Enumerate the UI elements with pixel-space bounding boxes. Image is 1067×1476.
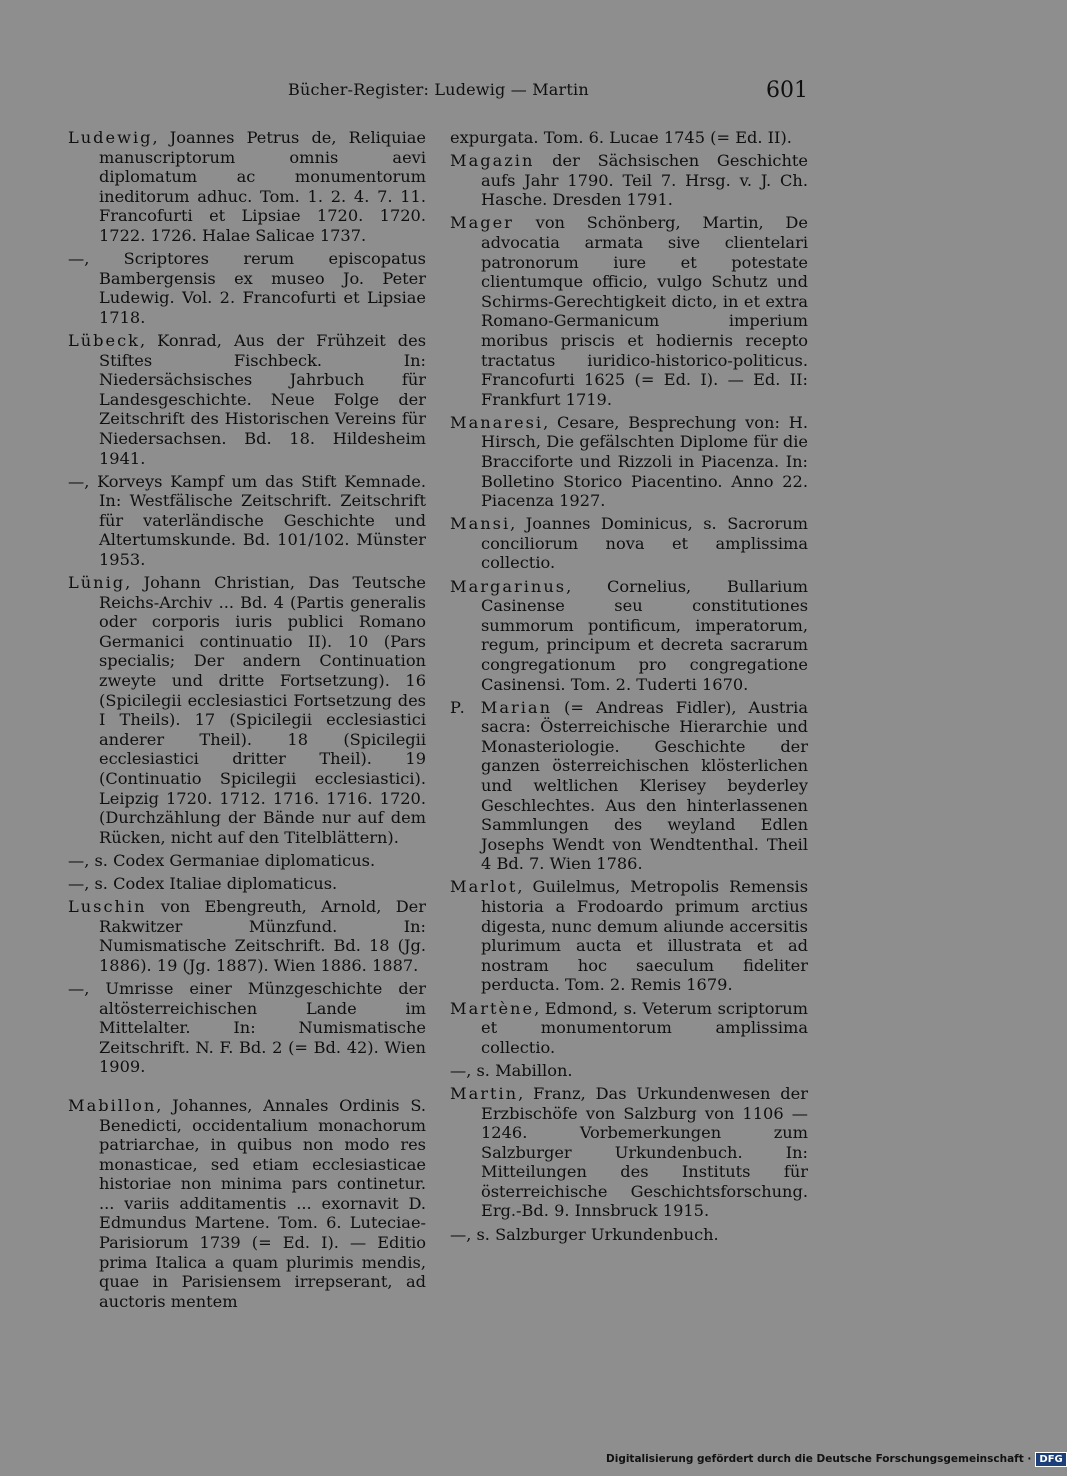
- entry-headword: Manaresi: [450, 412, 544, 432]
- register-entry: [68, 573, 426, 847]
- entry-text: von Ebengreuth, Arnold, Der Rakwitzer Münzfund. In: Numismatische Zeitschrift. Bd. 18 (Jg. 1886). 19 (Jg. 1887). Wien 1886. 1887.: [99, 897, 426, 975]
- entry-text: —, s. Salzburger Urkundenbuch.: [450, 1224, 719, 1244]
- entry-text: —, Umrisse einer Münzgeschichte der altösterreichischen Lande im Mittelalter. In: Numismatische Zeitschrift. N. F. Bd. 2 (= Bd. 42). Wien 1909.: [68, 978, 426, 1077]
- entry-text: (= Andreas Fidler), Austria sacra: Österreichische Hierarchie und Monasteriologie. Geschichte der ganzen österreichischen klösterlichen und weltlichen Klerisey beyderley Geschlechtes. Aus den hinterlassenen Sammlungen des weyland Edlen Josephs Wendt von Wendtenthal. Theil 4 Bd. 7. Wien 1786.: [481, 697, 809, 874]
- entry-headword: Martène: [450, 998, 535, 1018]
- entry-text: , Cesare, Besprechung von: H. Hirsch, Die gefälschten Diplome für die Bracciforte und Rizzoli in Piacenza. In: Bolletino Storico Piacentino. Anno 22. Piacenza 1927.: [481, 412, 808, 511]
- register-entry: [450, 698, 808, 874]
- register-entry: [450, 514, 808, 573]
- entry-headword: Ludewig: [68, 128, 153, 147]
- register-entry: [68, 472, 426, 570]
- entry-text: —, Korveys Kampf um das Stift Kemnade. In: Westfälische Zeitschrift. Zeitschrift für vaterländische Geschichte und Altertumskunde. Bd. 101/102. Münster 1953.: [68, 471, 426, 569]
- register-entry: [68, 897, 426, 975]
- entry-headword: Mager: [450, 213, 514, 233]
- entry-text: der Sächsischen Geschichte aufs Jahr 1790. Teil 7. Hrsg. v. J. Ch. Hasche. Dresden 1791.: [481, 151, 808, 210]
- register-entry: [450, 213, 808, 409]
- entry-text: , Edmond, s. Veterum scriptorum et monumentorum amplissima collectio.: [481, 998, 808, 1057]
- entry-headword: Magazin: [450, 151, 535, 171]
- entry-text: , Franz, Das Urkundenwesen der Erzbischöfe von Salzburg von 1106 —1246. Vorbemerkungen zum Salzburger Urkundenbuch. In: Mitteilungen des Instituts für österreichische Geschichtsforschung. Erg.-Bd. 9. Innsbruck 1915.: [481, 1083, 808, 1221]
- entry-headword: Martin: [450, 1083, 519, 1103]
- register-entry: [68, 979, 426, 1077]
- entry-headword: Luschin: [68, 897, 147, 917]
- entry-headword: Lübeck: [68, 330, 140, 350]
- register-entry: [450, 1061, 808, 1081]
- register-entry: [68, 128, 426, 246]
- entry-text: —, Scriptores rerum episcopatus Bambergensis ex museo Jo. Peter Ludewig. Vol. 2. Francofurti et Lipsiae 1718.: [68, 249, 426, 327]
- entry-text: , Joannes Dominicus, s. Sacrorum conciliorum nova et amplissima collectio.: [481, 514, 808, 573]
- entry-headword: Marlot: [450, 877, 518, 897]
- register-entry: [68, 851, 426, 871]
- entry-text: von Schönberg, Martin, De advocatia armata sive clientelari patronorum iure et potestate clientumque officio, vulgo Schutz und Schirms-Gerechtigkeit dicto, in et extra Romano-Germanicum imperium moribus priscis et hodiernis recepto tractatus iuridico-historico-politicus. Francofurti 1625 (= Ed. I). — Ed. II: Frankfurt 1719.: [481, 213, 808, 409]
- running-title: Bücher-Register: Ludewig — Martin: [288, 80, 589, 99]
- entry-text: —, s. Codex Germaniae diplomaticus.: [68, 850, 376, 870]
- entry-headword: Lünig: [68, 573, 126, 593]
- digitization-credit: [606, 1449, 1063, 1469]
- credit-text: Digitalisierung gefördert durch die Deutsche Forschungsgemeinschaft ·: [606, 1453, 1032, 1465]
- entry-headword: P. Marian: [450, 697, 553, 717]
- register-entry: [450, 413, 808, 511]
- entry-text: , Joannes Petrus de, Reliquiae manuscriptorum omnis aevi diplomatum ac monumentorum ineditorum adhuc. Tom. 1. 2. 4. 7. 11. Francofurti et Lipsiae 1720. 1720. 1722. 1726. Halae Salicae 1737.: [99, 128, 426, 245]
- entry-text: —, s. Codex Italiae diplomaticus.: [68, 873, 338, 893]
- dfg-logo: DFG: [1035, 1452, 1066, 1467]
- entry-text: , Cornelius, Bullarium Casinense seu constitutiones summorum pontificum, imperatorum, regum, principum et decreta sacrarum congregationum pro congregatione Casinensi. Tom. 2. Tuderti 1670.: [481, 576, 808, 694]
- entry-text: expurgata. Tom. 6. Lucae 1745 (= Ed. II).: [450, 128, 792, 147]
- entry-headword: Mansi: [450, 514, 511, 534]
- right-column: [450, 128, 808, 1248]
- register-entry: [450, 128, 808, 148]
- entry-text: , Johannes, Annales Ordinis S. Benedicti, occidentalium monachorum patriarchae, in quibus non modo res monasticae, sed etiam ecclesiasticae historiae non minima pars continetur. ... variis additamentis ... exornavit D. Edmundus Martene. Tom. 6. Luteciae-Parisiorum 1739 (= Ed. I). — Editio prima Italica a quam plurimis mendis, quae in Parisiensem irrepserant, ad auctoris mentem: [99, 1095, 426, 1311]
- register-entry: [450, 1084, 808, 1221]
- entry-text: —, s. Mabillon.: [450, 1060, 573, 1080]
- page-number: 601: [766, 78, 808, 103]
- register-entry: [68, 249, 426, 327]
- left-column: [68, 128, 426, 1315]
- register-entry: [450, 577, 808, 695]
- register-entry: [450, 151, 808, 210]
- register-entry: [68, 874, 426, 894]
- register-entry: [450, 1225, 808, 1245]
- register-entry: [68, 1096, 426, 1312]
- entry-text: , Guilelmus, Metropolis Remensis historia a Frodoardo primum arctius digesta, nunc demum aliunde accersitis plurimum aucta et illustrata et ad nostram hoc saeculum fideliter perducta. Tom. 2. Remis 1679.: [481, 877, 808, 995]
- running-header: [68, 80, 808, 106]
- register-entry: [450, 999, 808, 1058]
- entry-headword: Margarinus: [450, 576, 567, 596]
- entry-text: , Johann Christian, Das Teutsche Reichs-Archiv ... Bd. 4 (Partis generalis oder corporis iuris publici Romano Germanici continuatio II). 10 (Pars specialis; Der andern Continuation zweyte und dritte Fortsetzung). 16 (Spicilegii ecclesiastici Fortsetzung des I Theils). 17 (Spicilegii ecclesiastici anderer Theil). 18 (Spicilegii ecclesiastici dritter Theil). 19 (Continuatio Spicilegii ecclesiastici). Leipzig 1720. 1712. 1716. 1716. 1720. (Durchzählung der Bände nur auf dem Rücken, nicht auf den Titelblättern).: [99, 573, 426, 847]
- entry-headword: Mabillon: [68, 1095, 157, 1115]
- register-entry: [450, 877, 808, 995]
- entry-text: , Konrad, Aus der Frühzeit des Stiftes Fischbeck. In: Niedersächsisches Jahrbuch für Landesgeschichte. Neue Folge der Zeitschrift des Historischen Vereins für Niedersachsen. Bd. 18. Hildesheim 1941.: [99, 330, 426, 468]
- register-entry: [68, 331, 426, 468]
